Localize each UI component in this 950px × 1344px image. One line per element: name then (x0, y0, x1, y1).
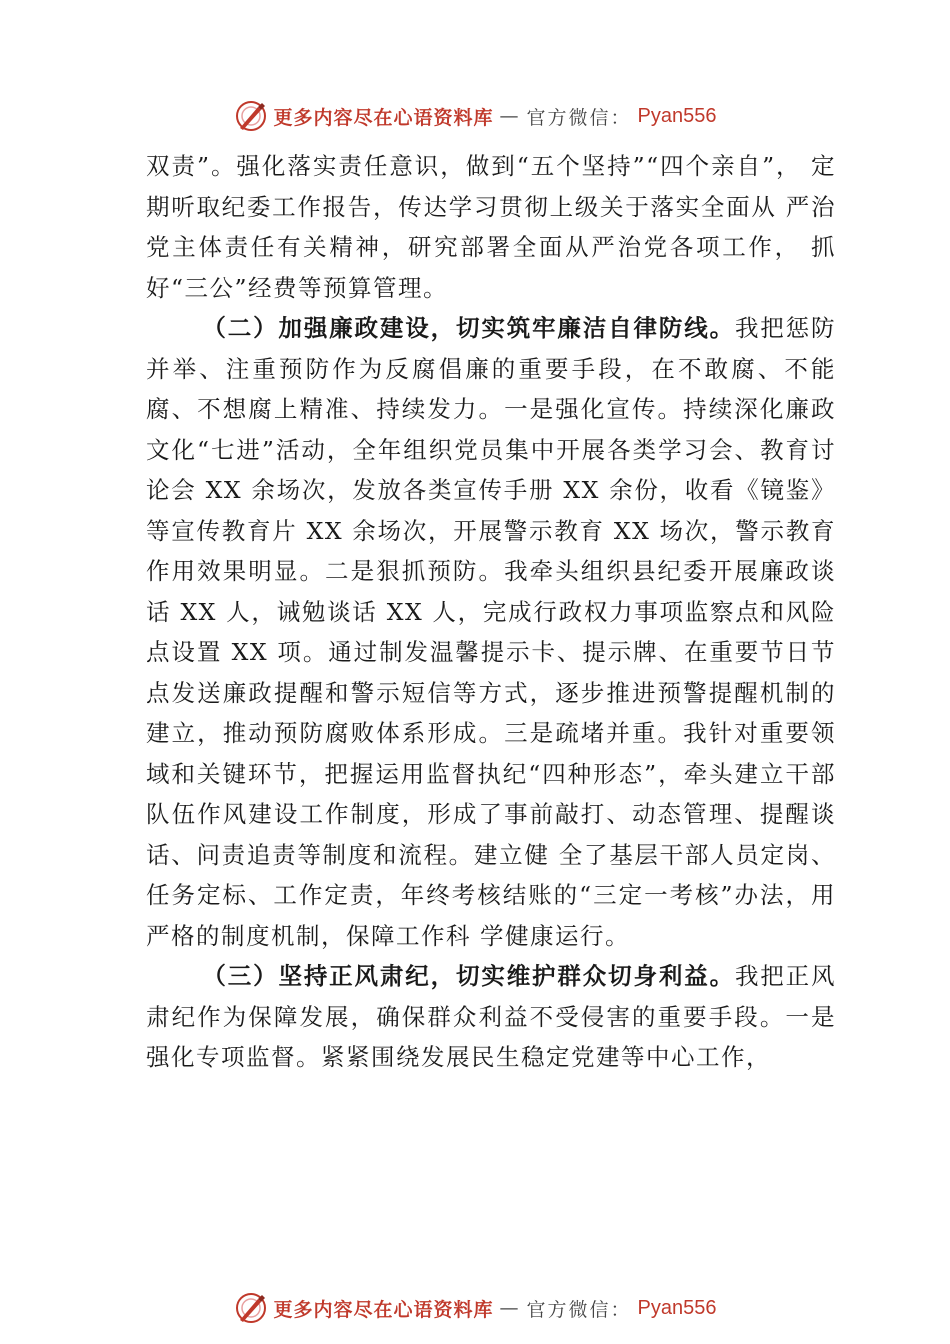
official-wechat-label: 官方微信： (526, 1298, 632, 1321)
library-name: 更多内容尽在心语资料库 (273, 106, 494, 129)
wechat-id: Pyan556 (637, 1296, 717, 1319)
dash: — (499, 1297, 521, 1319)
paragraph-continuation (146, 146, 836, 308)
paragraph-text: 双责”。强化落实责任意识，做到“五个坚持”“四个亲自”， 定期听取纪委工作报告，传达学习贯彻上级关于落实全面从 严治党主体责任有关精神，研究部署全面从严治党各项工作， 抓好“三公”经费等预算管理。 (146, 152, 836, 302)
library-name: 更多内容尽在心语资料库 (273, 1298, 494, 1321)
section-heading: （二）加强廉政建设，切实筑牢廉洁自律防线。 (202, 314, 735, 342)
wechat-id: Pyan556 (637, 104, 717, 127)
paragraph-section-3 (146, 956, 836, 1078)
paragraph-text: 我把惩防并举、注重预防作为反腐倡廉的重要手段，在不敢腐、不能腐、不想腐上精准、持续发力。一是强化宣传。持续深化廉政文化“七进”活动，全年组织党员集中开展各类学习会、教育讨论会 XX 余场次，发放各类宣传手册 XX 余份，收看《镜鉴》等宣传教育片 XX 余场次，开展警示教育 XX 场次，警示教育作用效果明显。二是狠抓预防。我牵头组织县纪委开展廉政谈话 XX 人，诫勉谈话 XX 人，完成行政权力事项监察点和风险点设置 XX 项。通过制发温馨提示卡、提示牌、在重要节日节点发送廉政提醒和警示短信等方式，逐步推进预警提醒机制的建立，推动预防腐败体系形成。三是疏堵并重。我针对重要领域和关键环节，把握运用监督执纪“四种形态”，牵头建立干部队伍作风建设工作制度，形成了事前敲打、动态管理、提醒谈话、问责追责等制度和流程。建立健 全了基层干部人员定岗、任务定标、工作定责，年终考核结账的“三定一考核”办法，用严格的制度机制，保障工作科 学健康运行。 (146, 314, 837, 950)
header-banner (0, 94, 950, 138)
official-wechat-label: 官方微信： (526, 106, 632, 129)
paragraph-text: 我把正风肃纪作为保障发展，确保群众利益不受侵害的重要手段。一是强化专项监督。紧紧围绕发展民生稳定党建等中心工作， (146, 962, 837, 1071)
pen-logo-icon (234, 1291, 268, 1325)
section-heading: （三）坚持正风肃纪，切实维护群众切身利益。 (202, 962, 735, 990)
dash: — (499, 105, 521, 127)
document-body (146, 146, 836, 1078)
footer-banner (0, 1286, 950, 1330)
paragraph-section-2 (146, 308, 836, 956)
pen-logo-icon (234, 99, 268, 133)
